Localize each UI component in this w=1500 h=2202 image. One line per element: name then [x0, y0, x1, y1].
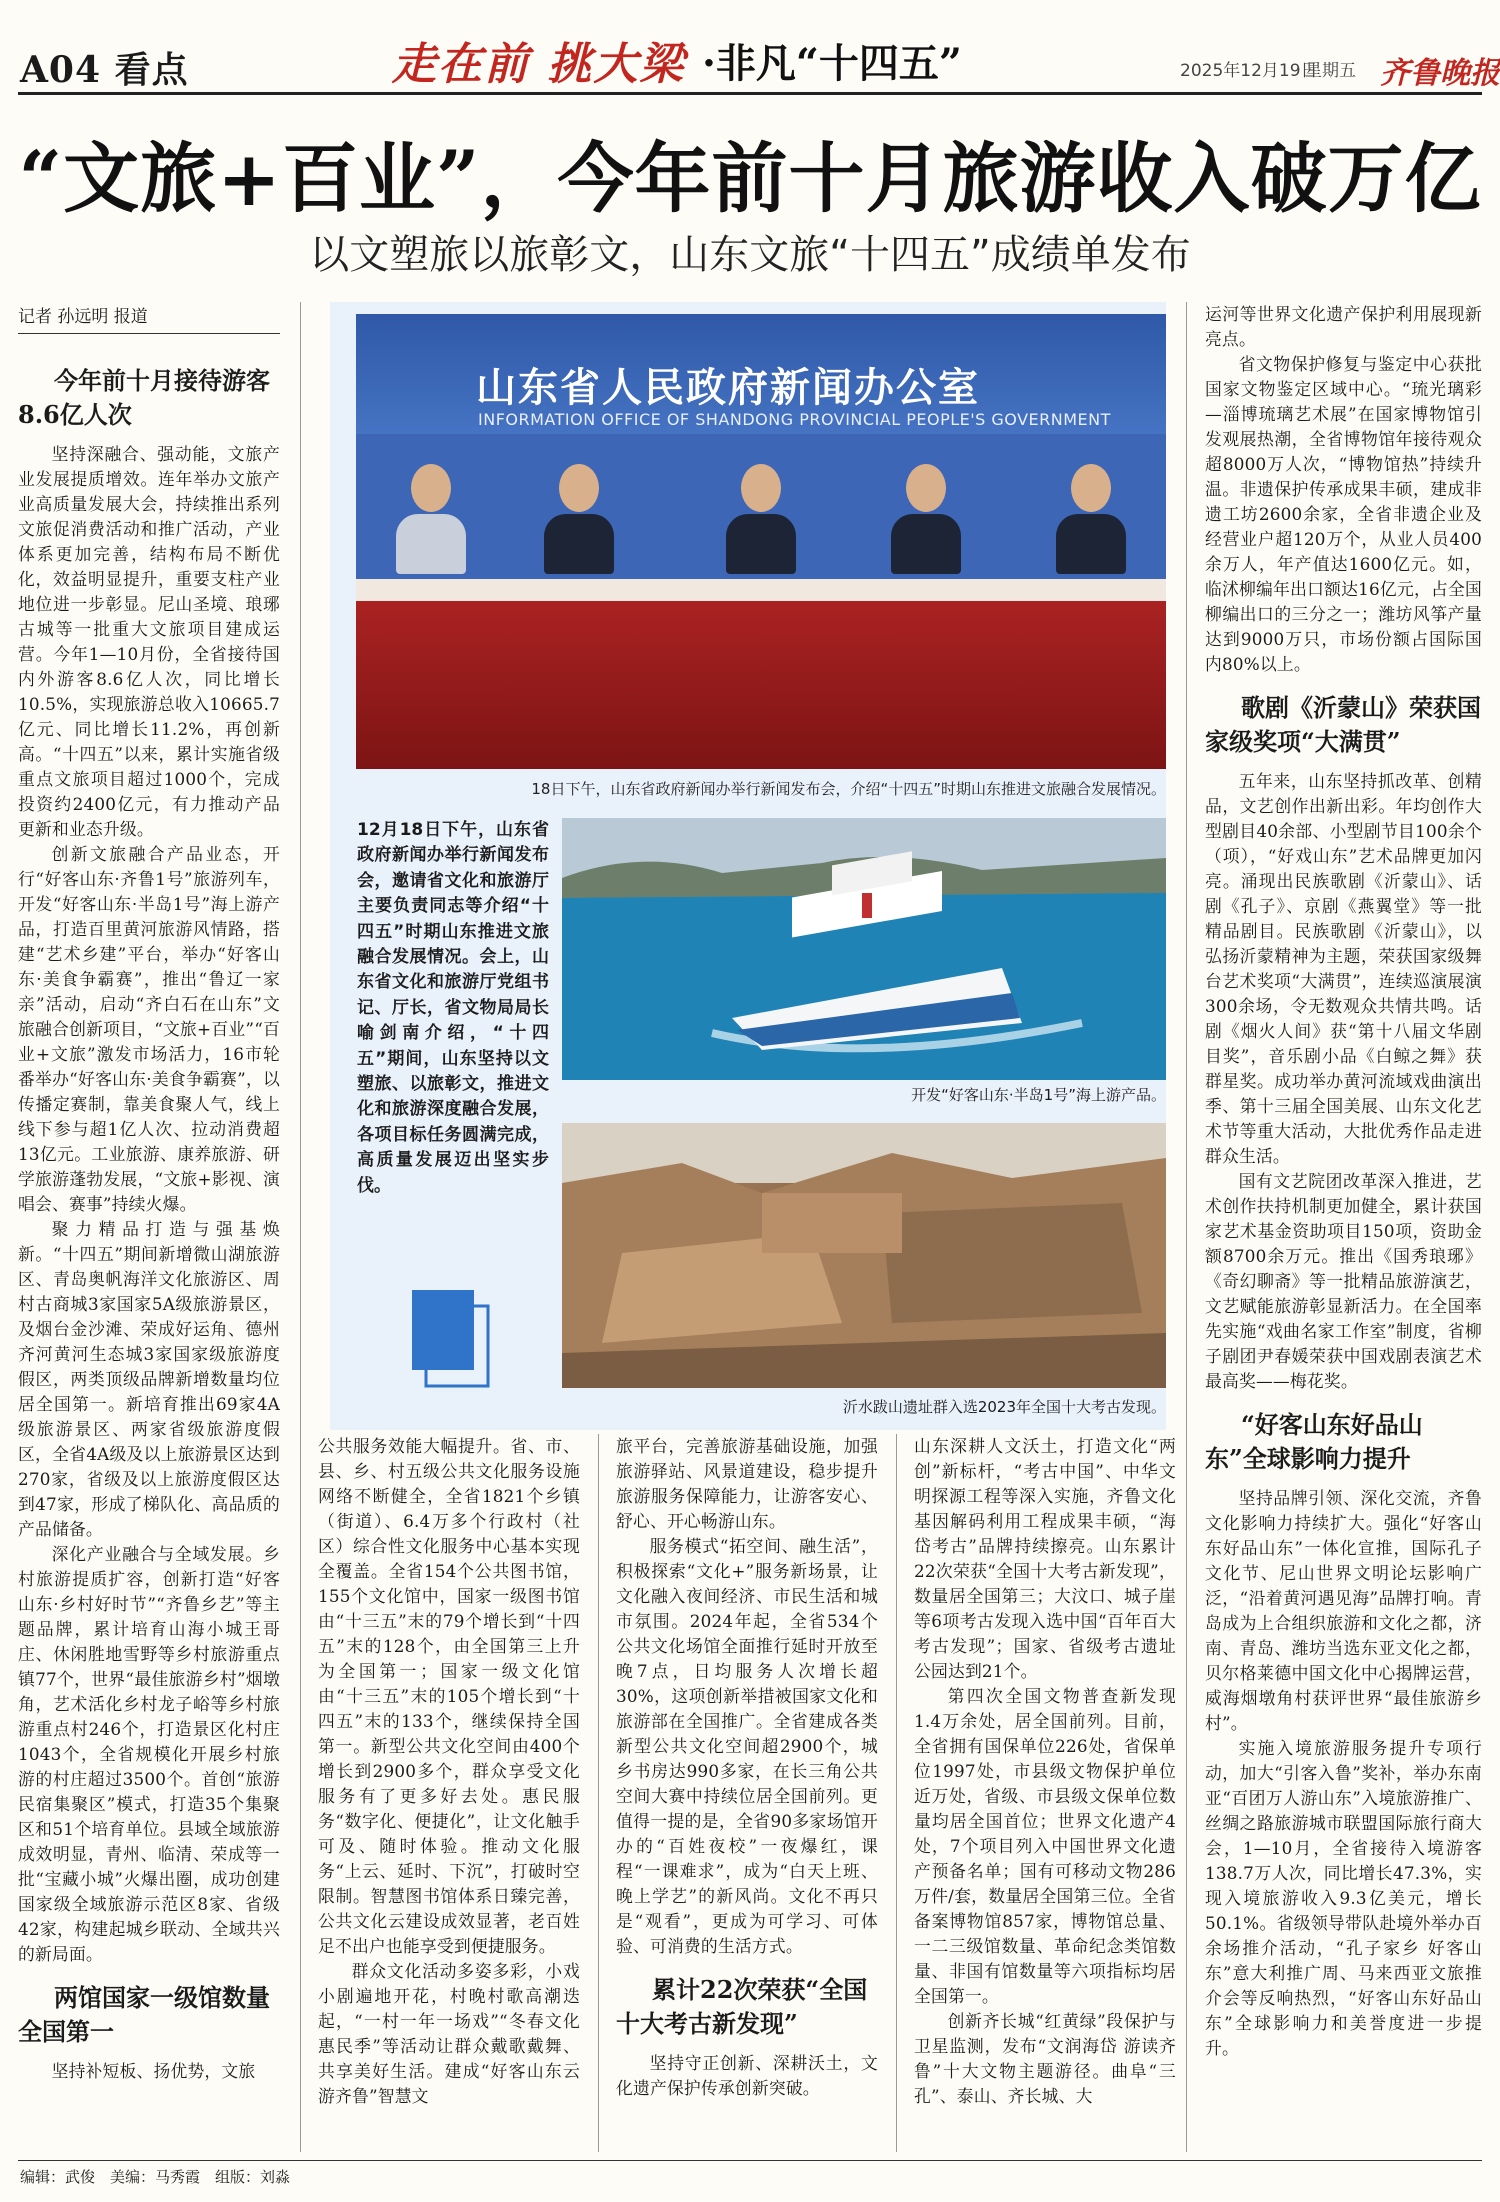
- byline: 记者 孙远明 报道: [18, 302, 280, 334]
- column-divider: [896, 1434, 897, 2152]
- photo-caption: 18日下午，山东省政府新闻办举行新闻发布会，介绍“十四五”时期山东推进文旅融合发展情况。: [531, 780, 1166, 798]
- speaker-figure: [396, 464, 466, 574]
- article-paragraph: 省文物保护修复与鉴定中心获批国家文物鉴定区域中心。“琉光璃彩—淄博琉璃艺术展”在国家博物馆引发观展热潮，全省博物馆年接待观众超8000万人次，“博物馆热”持续升温。非遗保护传承成果丰硕，建成非遗工坊2600余家，全省非遗企业及经营业户超120万个，从业人员400余万人，年产值达1600亿元。如，临沭柳编年出口额达16亿元，占全国柳编出口的三分之一；潍坊风筝产量达到9000万只，市场份额占国际国内80%以上。: [1205, 354, 1482, 674]
- column-3: [616, 1434, 878, 2154]
- column-5: [1205, 302, 1482, 2154]
- article-paragraph: 群众文化活动多姿多彩，小戏小剧遍地开花，村晚村歌高潮迭起，“一村一年一场戏”“冬春文化惠民季”等活动让群众戴歌戴舞、共享美好生活。建成“好客山东云游齐鲁”智慧文: [318, 1961, 580, 2106]
- article-paragraph: 坚持深融合、强动能，文旅产业发展提质增效。连年举办文旅产业高质量发展大会，持续推出系列文旅促消费活动和推广活动，产业体系更加完善，结构布局不断优化，效益明显提升，重要支柱产业地位进一步彰显。尼山圣境、琅琊古城等一批重大文旅项目建成运营。今年1—10月份，全省接待国内外游客8.6亿人次，同比增长10.5%，实现旅游总收入10665.7亿元、同比增长11.2%，再创新高。“十四五”以来，累计实施省级重点文旅项目超过1000个，完成投资约2400亿元，有力推动产品更新和业态升级。: [18, 444, 280, 839]
- section-heading: “好客山东好品山东”全球影响力提升: [1205, 1410, 1423, 1473]
- article-paragraph: 公共服务效能大幅提升。省、市、县、乡、村五级公共文化服务设施网络不断健全，全省1821个乡镇（街道）、6.4万多个行政村（社区）综合性文化服务中心基本实现全覆盖。全省154个公共图书馆，155个文化馆中，国家一级图书馆由“十三五”末的79个增长到“十四五”末的128个，由全国第三上升为全国第一；国家一级文化馆由“十三五”末的105个增长到“十四五”末的133个，继续保持全国第一。新型公共文化空间由400个增长到2900多个，群众享受文化服务有了更多好去处。惠民服务“数字化、便捷化”，让文化触手可及、随时体验。推动文化服务“上云、延时、下沉”，打破时空限制。智慧图书馆体系日臻完善，公共文化云建设成效显著，老百姓足不出户也能享受到便捷服务。: [318, 1436, 580, 1956]
- issue-weekday: 星期五: [1305, 61, 1356, 81]
- photo-caption: 开发“好客山东·半岛1号”海上游产品。: [911, 1086, 1166, 1104]
- footer-rule: [18, 2160, 1482, 2161]
- column-4: [914, 1434, 1176, 2154]
- article-paragraph: 创新文旅融合产品业态，开行“好客山东·齐鲁1号”旅游列车，开发“好客山东·半岛1号”海上游产品，打造百里黄河旅游风情路，搭建“艺术乡建”平台，举办“好客山东·美食争霸赛”，推出“鲁辽一家亲”活动，启动“齐白石在山东”文旅融合创新项目，“文旅+百业”“百业+文旅”激发市场活力，16市轮番举办“好客山东·美食争霸赛”，以传播定赛制，靠美食聚人气，线上线下参与超1亿人次、拉动消费超13亿元。工业旅游、康养旅游、研学旅游蓬勃发展，“文旅+影视、演唱会、赛事”持续火爆。: [18, 844, 280, 1214]
- column-2: [318, 1434, 580, 2154]
- article-paragraph: 服务模式“拓空间、融生活”，积极探索“文化+”服务新场景，让文化融入夜间经济、市民生活和城市氛围。2024年起，全省534个公共文化场馆全面推行延时开放至晚7点，日均服务人次增长超30%，这项创新举措被国家文化和旅游部在全国推广。全省建成各类新型公共文化空间超2900个，城乡书房达990多家，在长三角公共空间大赛中持续位居全国前列。更值得一提的是，全省90多家场馆开办的“百姓夜校”一夜爆红，课程“一课难求”，成为“白天上班、晚上学艺”的新风尚。文化不再只是“观看”，更成为可学习、可体验、可消费的生活方式。: [616, 1536, 878, 1956]
- podium-tabletop: [356, 579, 1166, 601]
- header-rule: [18, 92, 1482, 95]
- article-paragraph: 国有文艺院团改革深入推进，艺术创作扶持机制更加健全，累计获国家艺术基金资助项目150项，资助金额8700余万元。推出《国秀琅琊》《奇幻聊斋》等一批精品旅游演艺，文艺赋能旅游彰显新活力。在全国率先实施“戏曲名家工作室”制度，省柳子剧团尹春媛荣获中国戏剧表演艺术最高奖——梅花奖。: [1205, 1171, 1482, 1391]
- speaker-figure: [891, 464, 961, 574]
- article-paragraph: 运河等世界文化遗产保护利用展现新亮点。: [1205, 304, 1482, 349]
- press-banner-english: INFORMATION OFFICE OF SHANDONG PROVINCIAL PEOPLE'S GOVERNMENT: [478, 410, 1111, 429]
- article-paragraph: 坚持补短板、扬优势，文旅: [51, 2061, 256, 2081]
- section-heading: 累计22次荣获“全国十大考古新发现”: [616, 1975, 868, 2038]
- lead-paragraph: 12月18日下午，山东省政府新闻办举行新闻发布会，邀请省文化和旅游厅主要负责同志等介绍“十四五”时期山东推进文旅融合发展情况。会上，山东省文化和旅游厅党组书记、厅长，省文物局局长喻剑南介绍，“十四五”期间，山东坚持以文塑旅、以旅彰文，推进文化和旅游深度融合发展，各项目标任务圆满完成，高质量发展迈出坚实步伐。: [357, 820, 549, 1196]
- archaeology-site-photo: [562, 1123, 1166, 1388]
- podium-table: [356, 579, 1166, 769]
- section-heading: 歌剧《沂蒙山》荣获国家级奖项“大满贯”: [1205, 693, 1481, 756]
- article-paragraph: 坚持品牌引领、深化交流，齐鲁文化影响力持续扩大。强化“好客山东好品山东”一体化宣推，国际孔子文化节、尼山世界文明论坛影响广泛，“沿着黄河遇见海”品牌打响。青岛成为上合组织旅游和文化之都，济南、青岛、潍坊当选东亚文化之都，贝尔格莱德中国文化中心揭牌运营，威海烟墩角村获评世界“最佳旅游乡村”。: [1205, 1488, 1482, 1733]
- subheadline: 以文塑旅以旅彰文，山东文旅“十四五”成绩单发布: [309, 232, 1191, 278]
- ferry-illustration: [562, 818, 1166, 1080]
- ferry-photo: [562, 818, 1166, 1080]
- section-slogan-black: ·非凡“十四五”: [702, 40, 962, 87]
- column-divider: [598, 1434, 599, 2152]
- section-slogan: 走在前 挑大梁: [392, 39, 686, 90]
- speaker-figure: [726, 464, 796, 574]
- article-paragraph: 旅平台，完善旅游基础设施，加强旅游驿站、风景道建设，稳步提升旅游服务保障能力，让游客安心、舒心、开心畅游山东。: [616, 1436, 878, 1531]
- editor-credits: 编辑：武俊 美编：马秀霞 组版：刘淼: [20, 2168, 291, 2186]
- issue-date: 2025年12月19日: [1180, 61, 1318, 81]
- speaker-figure: [1056, 464, 1126, 574]
- article-paragraph: 深化产业融合与全域发展。乡村旅游提质扩容，创新打造“好客山东·乡村好时节”“齐鲁乡艺”等主题品牌，累计培育山海小城王哥庄、休闲胜地雪野等乡村旅游重点镇77个，世界“最佳旅游乡村”烟墩角，艺术活化乡村龙子峪等乡村旅游重点村246个，打造景区化村庄1043个，全省规模化开展乡村旅游的村庄超过3500个。首创“旅游民宿集聚区”模式，打造35个集聚区和51个培育单位。县域全域旅游成效明显，青州、临清、荣成等一批“宝藏小城”火爆出圈，成功创建国家级全域旅游示范区8家、省级42家，构建起城乡联动、全域共兴的新局面。: [18, 1544, 280, 1964]
- article-paragraph: 坚持守正创新、深耕沃土，文化遗产保护传承创新突破。: [616, 2053, 878, 2098]
- column-divider: [1186, 302, 1187, 2152]
- column-1: [18, 350, 280, 2150]
- decorative-square-icon: [412, 1290, 492, 1390]
- article-paragraph: 创新齐长城“红黄绿”段保护与卫星监测，发布“文润海岱 游读齐鲁”十大文物主题游径。曲阜“三孔”、泰山、齐长城、大: [914, 2011, 1176, 2106]
- headline: “文旅+百业”，今年前十月旅游收入破万亿: [18, 134, 1482, 223]
- article-paragraph: 五年来，山东坚持抓改革、创精品，文艺创作出新出彩。年均创作大型剧目40余部、小型剧节目100余个（项），“好戏山东”艺术品牌更加闪亮。涌现出民族歌剧《沂蒙山》、话剧《孔子》、京剧《燕翼堂》等一批精品剧目。民族歌剧《沂蒙山》，以弘扬沂蒙精神为主题，荣获国家级舞台艺术奖项“大满贯”，连续巡演展演300余场，令无数观众共情共鸣。话剧《烟火人间》获“第十八届文华剧目奖”，音乐剧小品《白鲸之舞》获群星奖。成功举办黄河流域戏曲演出季、第十三届全国美展、山东文化艺术节等重大活动，大批优秀作品走进群众生活。: [1205, 771, 1482, 1166]
- article-paragraph: 实施入境旅游服务提升专项行动，加大“引客入鲁”奖补，举办东南亚“百团万人游山东”入境旅游推广、丝绸之路旅游城市联盟国际旅行商大会，1—10月，全省接待入境游客138.7万人次，同比增长47.3%，实现入境旅游收入9.3亿美元，增长50.1%。省级领导带队赴境外举办百余场推介活动，“孔子家乡 好客山东”意大利推广周、马来西亚文旅推介会等反响热烈，“好客山东好品山东”全球影响力和美誉度进一步提升。: [1205, 1738, 1482, 2058]
- section-heading: 今年前十月接待游客8.6亿人次: [18, 366, 270, 429]
- excavation-illustration: [562, 1123, 1166, 1388]
- page-number: A04 看点: [20, 49, 189, 91]
- article-paragraph: 聚力精品打造与强基焕新。“十四五”期间新增微山湖旅游区、青岛奥帆海洋文化旅游区、周村古商城3家国家5A级旅游景区，及烟台金沙滩、荣成好运角、德州齐河黄河生态城3家国家级旅游度假区，两类顶级品牌新增数量均位居全国第一。新培育推出69家4A级旅游景区、两家省级旅游度假区，全省4A级及以上旅游景区达到270家，省级及以上旅游度假区达到47家，形成了梯队化、高品质的产品储备。: [18, 1219, 280, 1539]
- press-banner-title: 山东省人民政府新闻办公室: [476, 365, 980, 411]
- press-conference-photo: [356, 314, 1166, 769]
- photo-caption: 沂水跋山遗址群入选2023年全国十大考古发现。: [842, 1398, 1166, 1416]
- speaker-figure: [544, 464, 614, 574]
- article-paragraph: 第四次全国文物普查新发现1.4万余处，居全国前列。目前，全省拥有国保单位226处，省保单位1997处，市县级文物保护单位近万处，省级、市县级文保单位数量均居全国首位；世界文化遗产4处，7个项目列入中国世界文化遗产预备名单；国有可移动文物286万件/套，数量居全国第三位。全省备案博物馆857家，博物馆总量、一二三级馆数量、革命纪念类馆数量、非国有馆数量等六项指标均居全国第一。: [914, 1686, 1176, 2006]
- article-paragraph: 山东深耕人文沃土，打造文化“两创”新标杆，“考古中国”、中华文明探源工程等深入实施，齐鲁文化基因解码利用工程成果丰硕，“海岱考古”品牌持续擦亮。山东累计22次荣获“全国十大考古新发现”，数量居全国第三；大汶口、城子崖等6项考古发现入选中国“百年百大考古发现”；国家、省级考古遗址公园达到21个。: [914, 1436, 1176, 1681]
- column-divider: [300, 302, 301, 2152]
- section-heading: 两馆国家一级馆数量全国第一: [18, 1983, 270, 2046]
- masthead-logo: 齐鲁晚报: [1380, 56, 1500, 91]
